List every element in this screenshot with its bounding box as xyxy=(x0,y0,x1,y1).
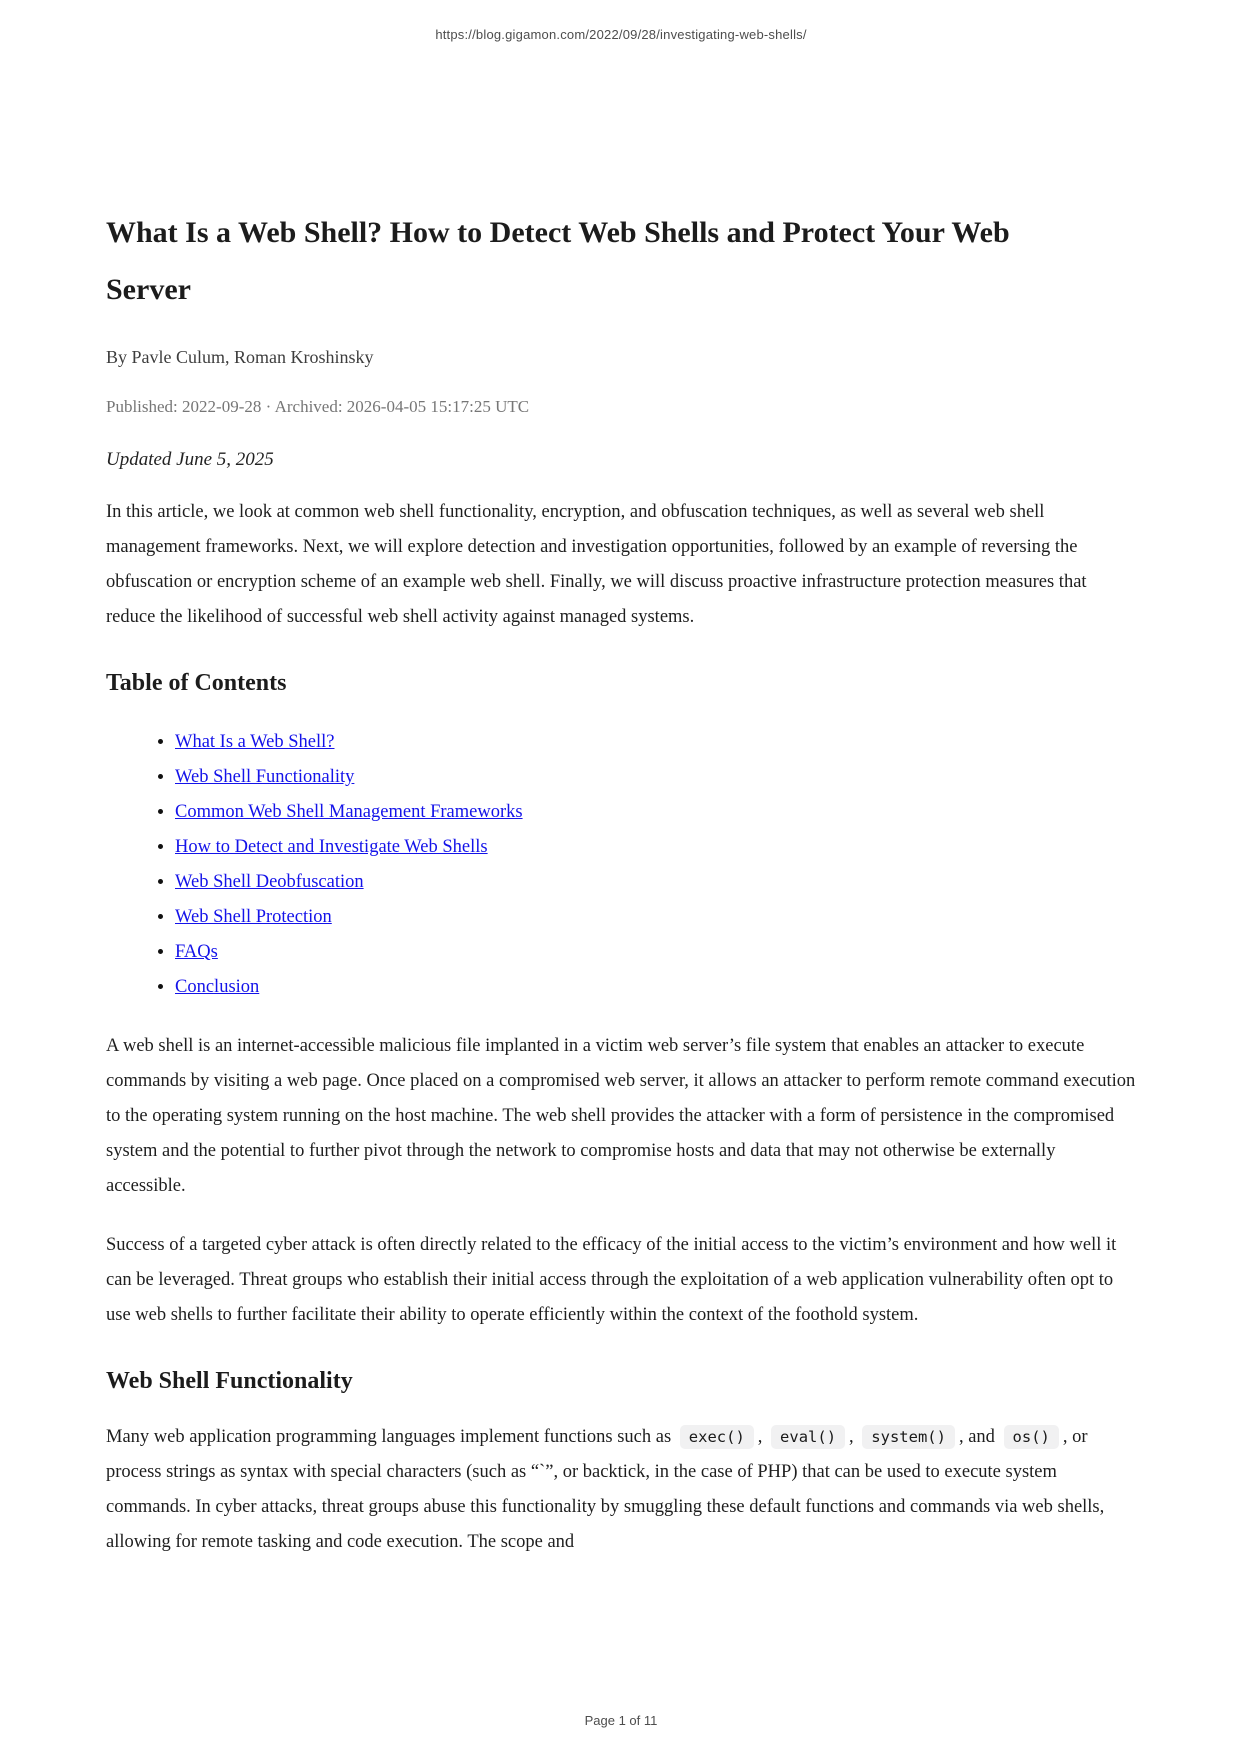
page-number-indicator: Page 1 of 11 xyxy=(584,1713,658,1728)
toc-list xyxy=(106,725,1136,1005)
toc-item xyxy=(175,935,1136,970)
inline-code: system() xyxy=(862,1425,955,1449)
updated-line: Updated June 5, 2025 xyxy=(106,449,274,470)
toc-link[interactable]: Web Shell Protection xyxy=(175,907,332,927)
paragraph-text: , xyxy=(849,1427,859,1447)
inline-code: eval() xyxy=(771,1425,845,1449)
web-shell-definition-paragraph: A web shell is an internet-accessible malicious file implanted in a victim web server’s file system that enables an attacker to execute commands by visiting a web page. Once placed on a compromised web server, it allows an attacker to perform remote command execution to the operating system running on the host machine. The web shell provides the attacker with a form of persistence in the compromised system and the potential to further pivot through the network to compromise hosts and data that may not otherwise be externally accessible. xyxy=(106,1036,1136,1196)
toc-item xyxy=(175,795,1136,830)
toc-link[interactable]: FAQs xyxy=(175,942,218,962)
paragraph-text: , xyxy=(757,1427,768,1447)
toc-item xyxy=(175,830,1136,865)
paragraph-text: , and xyxy=(958,1427,1000,1447)
toc-item xyxy=(175,760,1136,795)
toc-heading: Table of Contents xyxy=(106,670,287,696)
functionality-paragraph xyxy=(106,1420,1136,1560)
published-archived-line: Published: 2022-09-28 · Archived: 2026-04-05 15:17:25 UTC xyxy=(106,397,530,416)
paragraph-text: , or process strings as syntax with special characters (such as “`”, or backtick, in the case of PHP) that can be used to execute system commands. In cyber attacks, threat groups abuse this functionality by smuggling these default functions and commands via web shells, allowing for remote tasking and code execution. The scope and xyxy=(106,1427,1105,1552)
inline-code: exec() xyxy=(680,1425,754,1449)
toc-link[interactable]: Common Web Shell Management Frameworks xyxy=(175,802,523,822)
toc-item xyxy=(175,865,1136,900)
toc-link[interactable]: Conclusion xyxy=(175,977,260,997)
toc-item xyxy=(175,970,1136,1005)
intro-paragraph: In this article, we look at common web shell functionality, encryption, and obfuscation techniques, as well as several web shell management frameworks. Next, we will explore detection and investigation opportunities, followed by an example of reversing the obfuscation or encryption scheme of an example web shell. Finally, we will discuss proactive infrastructure protection measures that reduce the likelihood of successful web shell activity against managed systems. xyxy=(106,502,1087,627)
paragraph-text: Many web application programming languages implement functions such as xyxy=(106,1427,676,1447)
byline: By Pavle Culum, Roman Kroshinsky xyxy=(106,347,374,367)
toc-link[interactable]: Web Shell Functionality xyxy=(175,767,355,787)
print-header-url: https://blog.gigamon.com/2022/09/28/investigating-web-shells/ xyxy=(435,27,807,42)
toc-link[interactable]: How to Detect and Investigate Web Shells xyxy=(175,837,488,857)
inline-code: os() xyxy=(1004,1425,1059,1449)
functionality-heading: Web Shell Functionality xyxy=(106,1368,353,1394)
toc-item xyxy=(175,725,1136,760)
toc-link[interactable]: Web Shell Deobfuscation xyxy=(175,872,364,892)
toc-link[interactable]: What Is a Web Shell? xyxy=(175,732,335,752)
toc-item xyxy=(175,900,1136,935)
targeted-attack-paragraph: Success of a targeted cyber attack is often directly related to the efficacy of the initial access to the victim’s environment and how well it can be leveraged. Threat groups who establish their initial access through the exploitation of a web application vulnerability often opt to use web shells to further facilitate their ability to operate efficiently within the context of the foothold system. xyxy=(106,1235,1117,1325)
article-title: What Is a Web Shell? How to Detect Web Shells and Protect Your Web Server xyxy=(106,216,1010,306)
